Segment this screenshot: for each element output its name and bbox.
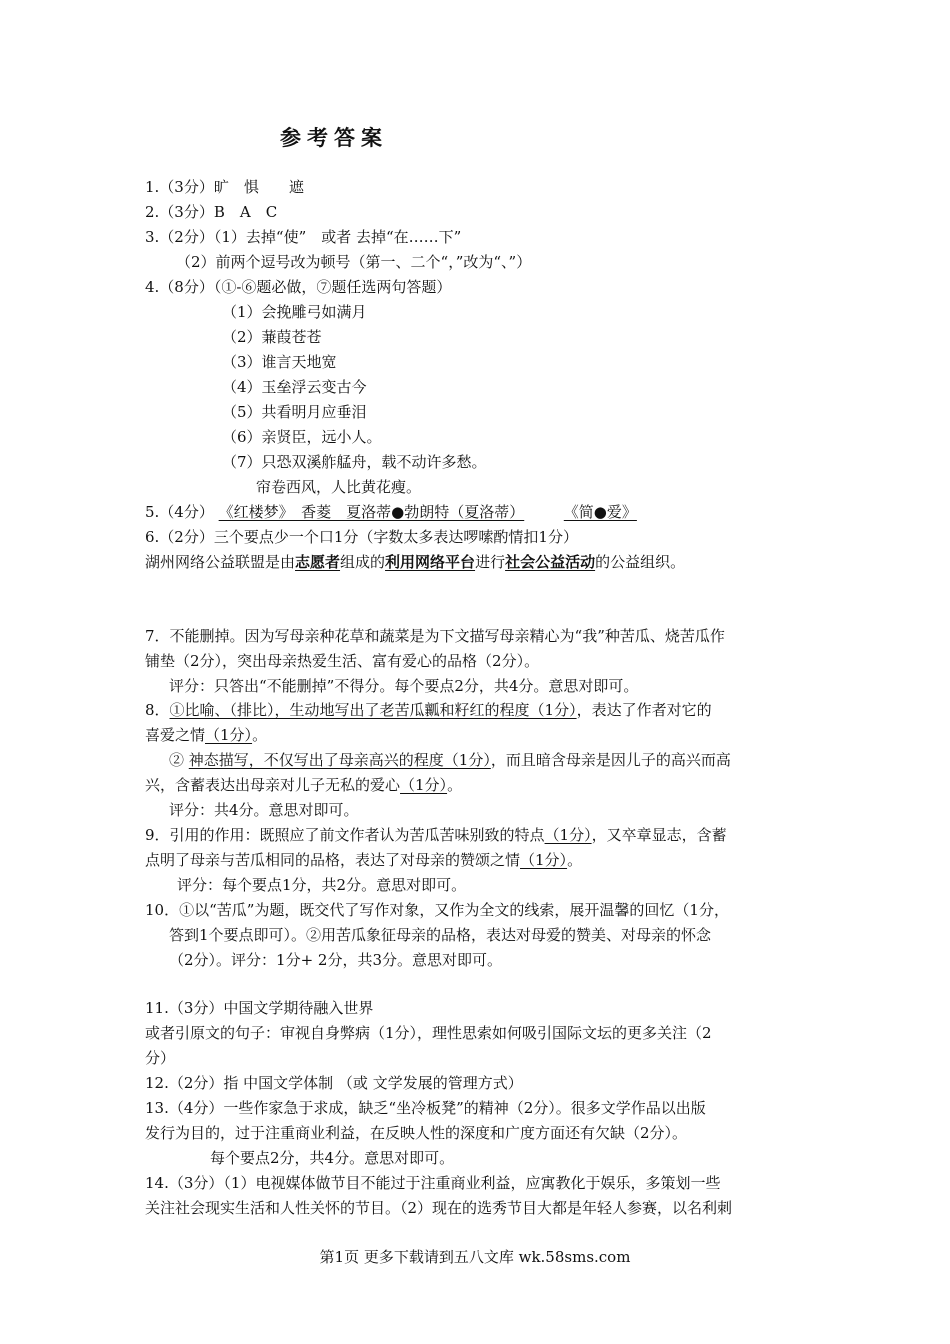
answer-q4-item: （3）谁言天地宽 (222, 353, 337, 371)
answer-q2: 2.（3分）B A C (145, 203, 278, 221)
answer-q4-head: 4.（8分）（①-⑥题必做，⑦题任选两句答题） (145, 278, 452, 296)
answer-q9-score: 评分：每个要点1分，共2分。意思对即可。 (177, 876, 467, 894)
answer-q8-line2: 喜爱之情（1分）。 (145, 726, 268, 744)
answer-q10-line2: 答到1个要点即可）。②用苦瓜象征母亲的品格，表达对母爱的赞美、对母亲的怀念 (169, 926, 712, 944)
answer-q4-item: 帘卷西风，人比黄花瘦。 (256, 478, 422, 496)
answer-q6-line2: 湖州网络公益联盟是由志愿者组成的利用网络平台进行社会公益活动的公益组织。 (145, 553, 686, 571)
answer-q13-line2: 发行为目的，过于注重商业利益，在反映人性的深度和广度方面还有欠缺（2分）。 (145, 1124, 688, 1142)
answer-q9-line2: 点明了母亲与苦瓜相同的品格，表达了对母亲的赞颂之情（1分）。 (145, 851, 583, 869)
answer-q11-line2: 或者引原文的句子：审视自身弊病（1分），理性思索如何吸引国际文坛的更多关注（2 (145, 1024, 712, 1042)
answer-q5 (145, 502, 637, 522)
answer-q4-item: （4）玉垒浮云变古今 (222, 378, 367, 396)
answer-q9-line1: 9．引用的作用：既照应了前文作者认为苦瓜苦味别致的特点（1分），又卒章显志，含蓄 (145, 826, 727, 844)
answer-q6-line1: 6.（2分）三个要点少一个口1分（字数太多表达啰嗦酌情扣1分） (145, 528, 578, 546)
keyword: 利用网络平台 (385, 553, 476, 571)
answer-q13-line1: 13.（4分）一些作家急于求成，缺乏“坐冷板凳”的精神（2分）。很多文学作品以出版 (145, 1099, 706, 1117)
answer-q3-line1: 3.（2分）（1）去掉“使” 或者 去掉“在……下” (145, 228, 462, 246)
answer-q8-line3: ② 神态描写，不仅写出了母亲高兴的程度（1分），而且暗含母亲是因儿子的高兴而高 (169, 751, 731, 769)
keyword: 志愿者 (295, 553, 341, 571)
page-title: 参考答案 (280, 125, 388, 150)
answer-q10-line3: （2分）。评分：1分+ 2分，共3分。意思对即可。 (169, 951, 503, 969)
page-footer: 第1页 更多下载请到五八文库 wk.58sms.com (319, 1248, 631, 1266)
answer-q4-item: （7）只恐双溪舴艋舟，载不动许多愁。 (222, 453, 487, 471)
answer-q8-line4: 兴，含蓄表达出母亲对儿子无私的爱心（1分）。 (145, 776, 463, 794)
answer-q13-score: 每个要点2分，共4分。意思对即可。 (210, 1149, 455, 1167)
answer-q7-line2: 铺垫（2分），突出母亲热爱生活、富有爱心的品格（2分）。 (145, 652, 540, 670)
answer-q4-item: （6）亲贤臣，远小人。 (222, 428, 382, 446)
answer-q4-item: （5）共看明月应垂泪 (222, 403, 367, 421)
answer-q14-line2: 关注社会现实生活和人性关怀的节目。（2）现在的选秀节目大都是年轻人参赛，以名利刺 (145, 1199, 733, 1217)
answer-q8-line1: 8．①比喻、（排比），生动地写出了老苦瓜瓤和籽红的程度（1分），表达了作者对它的 (145, 701, 712, 719)
answer-q4-item: （2）蒹葭苍苍 (222, 328, 322, 346)
answer-q5-prefix: 5.（4分） (145, 503, 214, 521)
answer-q3-line2: （2）前两个逗号改为顿号（第一、二个“，”改为“、”） (176, 253, 532, 271)
answer-q11-line3: 分） (145, 1049, 176, 1067)
answer-q4-item: （1）会挽雕弓如满月 (222, 303, 367, 321)
keyword: 社会公益活动 (505, 553, 596, 571)
answer-q10-line1: 10．①以“苦瓜”为题，既交代了写作对象，又作为全文的线索，展开温馨的回忆（1分， (145, 901, 729, 919)
answer-q5-answer2: 《简●爱》 (563, 503, 637, 521)
answer-q7-line1: 7．不能删掉。因为写母亲种花草和蔬菜是为下文描写母亲精心为“我”种苦瓜、烧苦瓜作 (145, 627, 725, 645)
answer-q8-score: 评分：共4分。意思对即可。 (169, 801, 359, 819)
answer-q12: 12.（2分）指 中国文学体制 （或 文学发展的管理方式） (145, 1074, 523, 1092)
answer-q5-answer1: 《红楼梦》 香菱 夏洛蒂●勃朗特（夏洛蒂） (218, 503, 525, 521)
answer-q1: 1.（3分）旷 惧 遮 (145, 178, 304, 196)
answer-q11-line1: 11.（3分）中国文学期待融入世界 (145, 999, 374, 1017)
answer-q7-score: 评分：只答出“不能删掉”不得分。每个要点2分，共4分。意思对即可。 (169, 677, 639, 695)
answer-q14-line1: 14.（3分）（1）电视媒体做节目不能过于注重商业利益，应寓教化于娱乐，多策划一些 (145, 1174, 721, 1192)
